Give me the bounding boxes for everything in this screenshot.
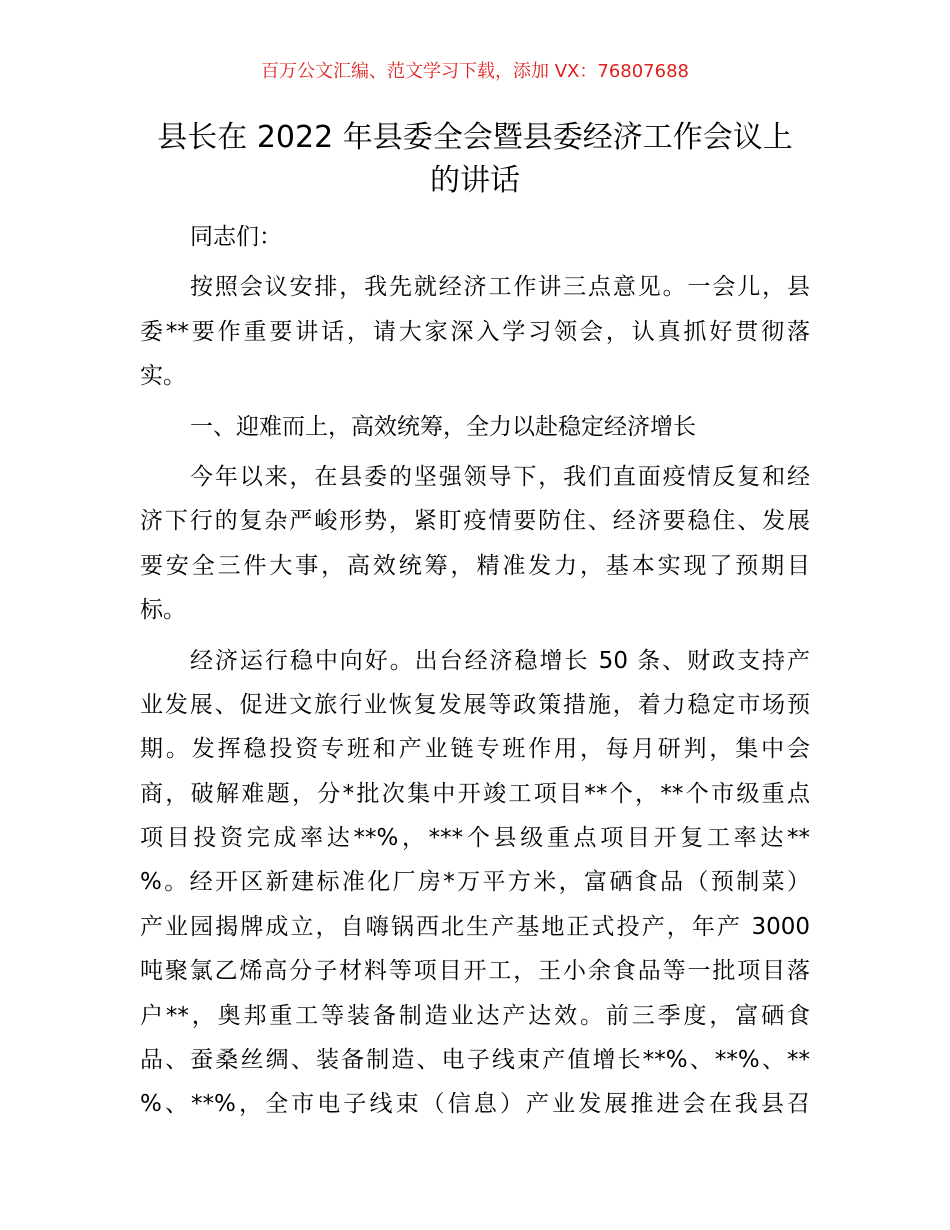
text-line: 户**，奥邦重工等装备制造业达产达效。前三季度，富硒食 bbox=[140, 1002, 810, 1029]
text-line: 实。 bbox=[140, 363, 186, 390]
text-line: %、**%，全市电子线束（信息）产业发展推进会在我县召 bbox=[140, 1091, 810, 1118]
text-line: 同志们： bbox=[190, 224, 282, 250]
text-line: 项目投资完成率达**%，***个县级重点项目开复工率达** bbox=[140, 825, 810, 852]
title-line: 县长在 2022 年县委全会暨县委经济工作会议上 bbox=[157, 120, 793, 155]
paragraph-overview bbox=[140, 459, 810, 637]
section-heading bbox=[140, 409, 810, 453]
document-title bbox=[140, 116, 810, 202]
paragraph-economy bbox=[140, 643, 810, 1131]
paragraph-intro bbox=[140, 269, 810, 402]
text-line: 品、蚕桑丝绸、装备制造、电子线束产值增长**%、**%、** bbox=[140, 1047, 810, 1074]
title-line: 的讲话 bbox=[430, 163, 520, 198]
text-line: 标。 bbox=[140, 597, 186, 624]
text-line: 按照会议安排，我先就经济工作讲三点意见。一会儿，县 bbox=[190, 274, 810, 301]
text-line: 商，破解难题，分*批次集中开竣工项目**个，**个市级重点 bbox=[140, 780, 810, 807]
text-line: 一、迎难而上，高效统筹，全力以赴稳定经济增长 bbox=[190, 413, 696, 440]
document-body bbox=[140, 219, 810, 1131]
text-line: 济下行的复杂严峻形势，紧盯疫情要防住、经济要稳住、发展 bbox=[140, 508, 810, 535]
text-line: 产业园揭牌成立，自嗨锅西北生产基地正式投产，年产 3000 bbox=[140, 913, 810, 940]
watermark-banner: 百万公文汇编、范文学习下载，添加 VX：76807688 bbox=[261, 61, 689, 82]
text-line: 吨聚氯乙烯高分子材料等项目开工，王小余食品等一批项目落 bbox=[140, 958, 810, 985]
paragraph-salutation bbox=[140, 219, 810, 263]
text-line: 今年以来，在县委的坚强领导下，我们直面疫情反复和经 bbox=[190, 463, 810, 490]
text-line: 期。发挥稳投资专班和产业链专班作用，每月研判，集中会 bbox=[140, 736, 810, 763]
text-line: 业发展、促进文旅行业恢复发展等政策措施，着力稳定市场预 bbox=[140, 691, 810, 718]
text-line: %。经开区新建标准化厂房*万平方米，富硒食品（预制菜） bbox=[140, 869, 810, 896]
text-line: 要安全三件大事，高效统筹，精准发力，基本实现了预期目 bbox=[140, 552, 810, 579]
text-line: 委**要作重要讲话，请大家深入学习领会，认真抓好贯彻落 bbox=[140, 318, 810, 345]
text-line: 经济运行稳中向好。出台经济稳增长 50 条、财政支持产 bbox=[190, 647, 810, 674]
